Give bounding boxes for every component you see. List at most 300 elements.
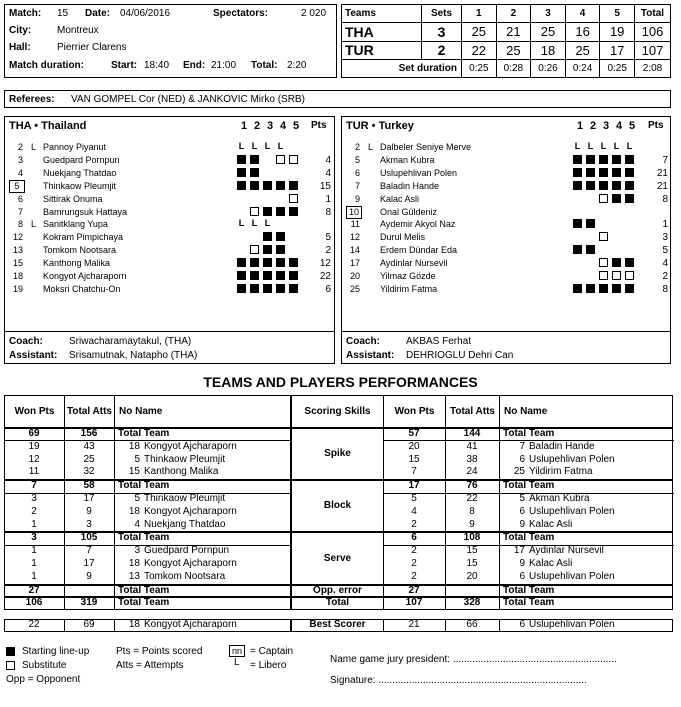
set-score: 25 xyxy=(462,23,497,41)
starting-square xyxy=(612,155,621,164)
starting-square xyxy=(276,181,285,190)
score-row-tha xyxy=(342,23,671,41)
player-row xyxy=(342,218,670,231)
substitute-square xyxy=(276,155,285,164)
scoring-skills-header: Scoring Skills xyxy=(291,395,384,428)
player-name: Total Team xyxy=(503,597,555,609)
starting-square xyxy=(289,207,298,216)
player-name: Thinkaow Pleumjit xyxy=(144,453,226,465)
won-pts: 22 xyxy=(28,619,40,631)
set-col-header: 2 xyxy=(590,120,597,132)
starting-square xyxy=(625,194,634,203)
set1-header: 1 xyxy=(462,5,497,23)
starting-square xyxy=(237,181,246,190)
legend-pts: Pts = Points scored xyxy=(116,646,203,657)
player-name: Tomkom Nootsara xyxy=(43,245,117,256)
substitute-square xyxy=(289,155,298,164)
player-points: 1 xyxy=(662,219,668,231)
won-pts: 27 xyxy=(28,584,40,596)
starting-square xyxy=(237,168,246,177)
player-name: Uslupehlivan Polen xyxy=(529,453,615,465)
player-name: Erdem Dündar Eda xyxy=(380,245,458,256)
total-atts: 319 xyxy=(80,597,98,609)
player-name: Kalac Asli xyxy=(529,558,573,569)
player-points: 22 xyxy=(319,271,331,282)
player-points: 8 xyxy=(325,206,331,218)
total-atts: 105 xyxy=(80,532,98,544)
player-name: Thinkaow Pleumjit xyxy=(144,493,226,504)
starting-square xyxy=(276,284,285,293)
player-row xyxy=(5,218,334,231)
player-number: 25 xyxy=(349,283,360,294)
skill-label: Spike xyxy=(324,448,351,460)
starting-square xyxy=(263,258,272,267)
libero-mark: L xyxy=(587,141,594,151)
starting-square xyxy=(250,168,259,177)
starting-square xyxy=(586,219,595,228)
set-score: 18 xyxy=(531,41,566,59)
player-number: 2 xyxy=(354,142,360,152)
match-date: 04/06/2016 xyxy=(120,8,171,19)
player-points: 2 xyxy=(662,271,668,282)
player-row xyxy=(342,270,670,283)
player-row xyxy=(5,154,334,167)
player-number: 6 xyxy=(354,167,360,178)
set-col-header: 5 xyxy=(293,120,300,132)
legend xyxy=(4,644,674,704)
set-duration: 0:28 xyxy=(496,59,531,77)
player-points: 21 xyxy=(656,167,668,179)
set-col-header: 4 xyxy=(616,120,623,132)
substitute-square xyxy=(599,258,608,267)
date-label: Date: xyxy=(85,8,111,19)
total-atts: 7 xyxy=(86,545,92,557)
skill-label: Serve xyxy=(323,552,352,564)
set-col-header: 2 xyxy=(254,120,261,132)
player-name: Uslupehlivan Polen xyxy=(529,619,615,631)
set5-header: 5 xyxy=(600,5,635,23)
starting-square xyxy=(612,181,621,190)
player-points: 3 xyxy=(662,232,668,244)
won-pts: 1 xyxy=(31,545,37,557)
player-number: 7 xyxy=(354,180,360,191)
player-name: Aydemir Akyol Naz xyxy=(380,219,456,230)
column-divider xyxy=(64,585,65,598)
skill-label: Block xyxy=(323,500,352,512)
player-points: 8 xyxy=(662,193,668,205)
set-col-header: 1 xyxy=(241,120,248,132)
player-name: Baladin Hande xyxy=(380,180,440,191)
column-divider xyxy=(114,597,115,610)
referees-value: VAN GOMPEL Cor (NED) & JANKOVIC Mirko (SRB) xyxy=(71,94,305,105)
player-number: 18 xyxy=(12,271,23,281)
teams-header: Teams xyxy=(342,5,422,23)
total-atts: 9 xyxy=(469,518,475,530)
player-name: Kanthong Malika xyxy=(144,466,219,478)
player-row xyxy=(5,206,334,219)
set-col-header: 5 xyxy=(629,120,636,132)
total-atts: 8 xyxy=(469,505,475,517)
signature-line: Signature: ........................................................................... xyxy=(330,675,587,686)
player-no: 13 xyxy=(128,570,140,582)
performance-section xyxy=(0,395,681,645)
assistant-name: DEHRIOGLU Dehri Can xyxy=(406,350,514,361)
starting-square xyxy=(263,181,272,190)
no-name-header: No Name xyxy=(114,395,291,428)
player-row xyxy=(5,283,334,296)
total-atts: 108 xyxy=(463,532,481,544)
no-name-header: No Name xyxy=(499,395,673,428)
won-pts: 2 xyxy=(411,570,417,582)
player-no: 17 xyxy=(513,545,525,557)
starting-square xyxy=(612,194,621,203)
total-atts: 156 xyxy=(80,428,98,439)
player-number: 3 xyxy=(17,154,23,165)
starting-square xyxy=(573,245,582,254)
player-name: Kalac Asli xyxy=(380,193,420,204)
starting-lineup-square xyxy=(6,647,15,656)
player-points: 21 xyxy=(656,180,668,192)
total-atts: 17 xyxy=(83,493,95,504)
end-time: 21:00 xyxy=(211,60,237,71)
starting-square xyxy=(599,168,608,177)
legend-opponent: Opp = Opponent xyxy=(6,674,81,685)
column-divider xyxy=(114,619,115,632)
libero-mark: L xyxy=(251,141,258,151)
legend-atts: Atts = Attempts xyxy=(116,660,184,671)
team-title: THA • Thailand xyxy=(9,120,87,132)
won-pts: 27 xyxy=(408,584,420,596)
player-name: Total Team xyxy=(118,428,170,439)
player-list xyxy=(5,141,334,301)
player-name: Kongyot Ajcharaporn xyxy=(144,440,237,452)
starting-square xyxy=(573,168,582,177)
starting-square xyxy=(625,155,634,164)
column-divider xyxy=(499,480,500,532)
libero-mark: L xyxy=(613,141,620,151)
substitute-square xyxy=(250,245,259,254)
player-no: 15 xyxy=(128,466,140,478)
skill-label: Total xyxy=(325,597,350,609)
player-points: 8 xyxy=(662,283,668,295)
sets-header: Sets xyxy=(422,5,462,23)
player-no: 25 xyxy=(513,466,525,478)
libero-mark: L xyxy=(238,218,245,229)
player-name: Guedpard Pornpun xyxy=(43,154,120,165)
set2-header: 2 xyxy=(496,5,531,23)
player-name: Kongyot Ajcharaporn xyxy=(144,505,237,517)
player-points: 6 xyxy=(325,283,331,295)
player-name: Kalac Asli xyxy=(529,518,573,530)
player-row xyxy=(342,193,670,206)
player-row xyxy=(5,141,334,154)
starting-square xyxy=(250,284,259,293)
won-pts: 1 xyxy=(31,518,37,530)
starting-square xyxy=(276,245,285,254)
won-pts: 4 xyxy=(411,505,417,517)
player-name: Aydinlar Nursevil xyxy=(380,258,448,269)
total-score: 107 xyxy=(635,41,671,59)
player-no: 6 xyxy=(519,570,525,582)
total-atts-header: Total Atts xyxy=(64,395,115,428)
player-name: Akman Kubra xyxy=(529,493,590,504)
player-number: 6 xyxy=(17,193,23,204)
match-duration-label: Match duration: xyxy=(9,60,84,71)
player-name: Nuekjang Thatdao xyxy=(144,518,226,530)
starting-square xyxy=(586,155,595,164)
set-col-header: 3 xyxy=(603,120,610,132)
column-divider xyxy=(445,585,446,598)
player-name: Kanthong Malika xyxy=(43,258,111,269)
player-name: Yilmaz Gözde xyxy=(380,271,436,281)
player-no: 9 xyxy=(519,518,525,530)
starting-square xyxy=(237,155,246,164)
player-number: 4 xyxy=(17,167,23,178)
player-points: 2 xyxy=(325,245,331,257)
set-score: 16 xyxy=(565,23,600,41)
libero-mark: L xyxy=(574,141,581,151)
player-name: Tomkom Nootsara xyxy=(144,570,226,582)
player-number: 8 xyxy=(17,219,23,230)
column-divider xyxy=(499,532,500,584)
won-pts: 17 xyxy=(408,480,420,492)
won-pts-header: Won Pts xyxy=(383,395,446,428)
total-atts: 144 xyxy=(463,428,481,439)
starting-square xyxy=(276,271,285,280)
total-atts: 38 xyxy=(466,453,478,465)
pts-header: Pts xyxy=(311,120,327,131)
team-box-tha xyxy=(4,116,335,364)
player-no: 6 xyxy=(519,619,525,631)
player-name: Baladin Hande xyxy=(529,440,595,452)
player-number: 12 xyxy=(349,232,360,243)
player-row xyxy=(342,206,670,219)
total-atts: 41 xyxy=(466,440,478,452)
substitute-square xyxy=(599,271,608,280)
player-number: 7 xyxy=(17,206,23,217)
player-number: 15 xyxy=(12,258,23,269)
starting-square xyxy=(263,207,272,216)
player-name: Total Team xyxy=(503,428,555,439)
won-pts: 12 xyxy=(28,453,40,465)
player-number: 11 xyxy=(350,219,360,230)
starting-square xyxy=(237,284,246,293)
player-name: Uslupehlivan Polen xyxy=(380,167,458,178)
player-name: Thinkaow Pleumjit xyxy=(43,180,117,191)
score-table xyxy=(341,4,671,78)
set4-header: 4 xyxy=(565,5,600,23)
player-name: Kongyot Ajcharaporn xyxy=(43,271,127,281)
starting-square xyxy=(263,232,272,241)
total-atts: 17 xyxy=(83,558,95,569)
player-name: Total Team xyxy=(118,532,170,544)
sets-won: 2 xyxy=(422,41,462,59)
substitute-square xyxy=(599,194,608,203)
total-atts: 9 xyxy=(86,505,92,517)
referees-label: Referees: xyxy=(9,94,55,105)
player-no: 18 xyxy=(128,440,140,452)
end-label: End: xyxy=(183,60,206,71)
starting-square xyxy=(237,271,246,280)
player-number: 5 xyxy=(354,154,360,165)
column-divider xyxy=(499,585,500,598)
player-row xyxy=(5,257,334,270)
starting-square xyxy=(573,284,582,293)
player-number: 19 xyxy=(12,283,23,294)
assistant-name: Srisamutnak, Natapho (THA) xyxy=(69,350,198,361)
libero-key: L xyxy=(234,657,240,668)
player-name: Kongyot Ajcharaporn xyxy=(144,558,237,569)
libero-mark: L xyxy=(626,141,633,151)
player-name: Uslupehlivan Polen xyxy=(529,505,615,517)
starting-square xyxy=(276,258,285,267)
column-divider xyxy=(499,428,500,480)
player-name: Kokram Pimpichaya xyxy=(43,232,124,243)
player-no: 5 xyxy=(519,493,525,504)
hall-label: Hall: xyxy=(9,42,31,53)
libero-marker: L xyxy=(31,219,37,230)
player-no: 3 xyxy=(134,545,140,557)
player-name: Total Team xyxy=(503,584,555,596)
player-number: 20 xyxy=(349,271,360,281)
player-name: Dalbeler Seniye Merve xyxy=(380,142,472,152)
libero-marker: L xyxy=(31,142,37,152)
spectators-count: 2 020 xyxy=(301,8,327,19)
player-name: Guedpard Pornpun xyxy=(144,545,230,557)
player-row xyxy=(342,154,670,167)
player-number: 12 xyxy=(12,232,23,243)
captain-key: nn xyxy=(229,645,245,657)
player-name: Total Team xyxy=(503,532,555,544)
player-name: Sittirak Onuma xyxy=(43,193,103,204)
total-atts-header: Total Atts xyxy=(445,395,500,428)
player-row xyxy=(342,257,670,270)
set-duration: 0:25 xyxy=(600,59,635,77)
won-pts: 2 xyxy=(411,558,417,569)
player-name: Kongyot Ajcharaporn xyxy=(144,619,237,631)
won-pts: 2 xyxy=(411,545,417,557)
set-duration-label: Set duration xyxy=(342,59,462,77)
player-name: Yildirim Fatma xyxy=(380,283,438,294)
player-row xyxy=(342,180,670,193)
player-row xyxy=(5,193,334,206)
starting-square xyxy=(625,181,634,190)
player-row xyxy=(5,180,334,193)
player-no: 5 xyxy=(134,493,140,504)
won-pts: 7 xyxy=(411,466,417,478)
player-name: Akman Kubra xyxy=(380,154,435,165)
starting-square xyxy=(289,271,298,280)
player-name: Uslupehlivan Polen xyxy=(529,570,615,582)
libero-mark: L xyxy=(264,141,271,151)
legend-captain: = Captain xyxy=(250,646,294,657)
starting-square xyxy=(250,271,259,280)
set-duration: 0:24 xyxy=(565,59,600,77)
set-score: 25 xyxy=(496,41,531,59)
total-atts: 76 xyxy=(466,480,478,492)
set-col-header: 1 xyxy=(577,120,584,132)
total-atts: 20 xyxy=(466,570,478,582)
won-pts: 3 xyxy=(31,493,37,504)
legend-starting: Starting line-up xyxy=(22,646,90,657)
total-atts: 15 xyxy=(466,545,478,557)
starting-square xyxy=(586,168,595,177)
won-pts: 6 xyxy=(411,532,417,544)
player-number: 17 xyxy=(349,258,360,269)
starting-square xyxy=(289,181,298,190)
set-score: 17 xyxy=(600,41,635,59)
player-row xyxy=(342,141,670,154)
set-duration-row xyxy=(342,59,671,77)
player-name: Yildirim Fatma xyxy=(529,466,593,478)
starting-square xyxy=(625,258,634,267)
player-name: Pannoy Piyanut xyxy=(43,142,107,152)
player-points: 15 xyxy=(319,180,331,192)
starting-square xyxy=(612,284,621,293)
spectators-label: Spectators: xyxy=(213,8,269,19)
total-atts: 15 xyxy=(466,558,478,569)
won-pts: 69 xyxy=(28,428,40,439)
score-row-tur xyxy=(342,41,671,59)
starting-square xyxy=(625,284,634,293)
coach-label: Coach: xyxy=(346,336,380,347)
column-divider xyxy=(114,480,115,532)
player-number: 9 xyxy=(354,193,360,204)
player-row xyxy=(342,167,670,180)
player-row xyxy=(342,244,670,257)
starting-square xyxy=(289,258,298,267)
player-points: 1 xyxy=(325,193,331,205)
libero-marker: L xyxy=(368,142,374,152)
player-number: 10 xyxy=(346,206,362,219)
team-code: TUR xyxy=(342,41,422,59)
set3-header: 3 xyxy=(531,5,566,23)
won-pts: 5 xyxy=(411,493,417,504)
total-atts: 25 xyxy=(83,453,95,465)
player-no: 5 xyxy=(134,453,140,465)
city-label: City: xyxy=(9,25,32,36)
player-points: 7 xyxy=(662,154,668,166)
team-code: THA xyxy=(342,23,422,41)
sets-won: 3 xyxy=(422,23,462,41)
starting-square xyxy=(263,245,272,254)
total-atts: 3 xyxy=(86,518,92,530)
total-atts: 32 xyxy=(83,466,95,478)
libero-mark: L xyxy=(251,218,258,229)
total-time: 2:20 xyxy=(287,60,307,71)
set-score: 19 xyxy=(600,23,635,41)
set-duration: 0:26 xyxy=(531,59,566,77)
player-points: 4 xyxy=(325,154,331,166)
player-no: 7 xyxy=(519,440,525,452)
player-name: Sanitklang Yupa xyxy=(43,219,108,230)
skill-label: Opp. error xyxy=(313,584,362,596)
substitute-square xyxy=(625,271,634,280)
total-atts: 69 xyxy=(83,619,95,631)
substitute-square xyxy=(599,232,608,241)
won-pts: 57 xyxy=(408,428,420,439)
player-name: Aydinlar Nursevil xyxy=(529,545,604,557)
player-number: 14 xyxy=(349,245,360,256)
total-atts: 43 xyxy=(83,440,95,452)
set-col-header: 3 xyxy=(267,120,274,132)
set-score: 22 xyxy=(462,41,497,59)
substitute-square xyxy=(6,661,15,670)
column-divider xyxy=(499,619,500,632)
column-divider xyxy=(499,597,500,610)
player-no: 4 xyxy=(134,518,140,530)
total-score: 106 xyxy=(635,23,671,41)
